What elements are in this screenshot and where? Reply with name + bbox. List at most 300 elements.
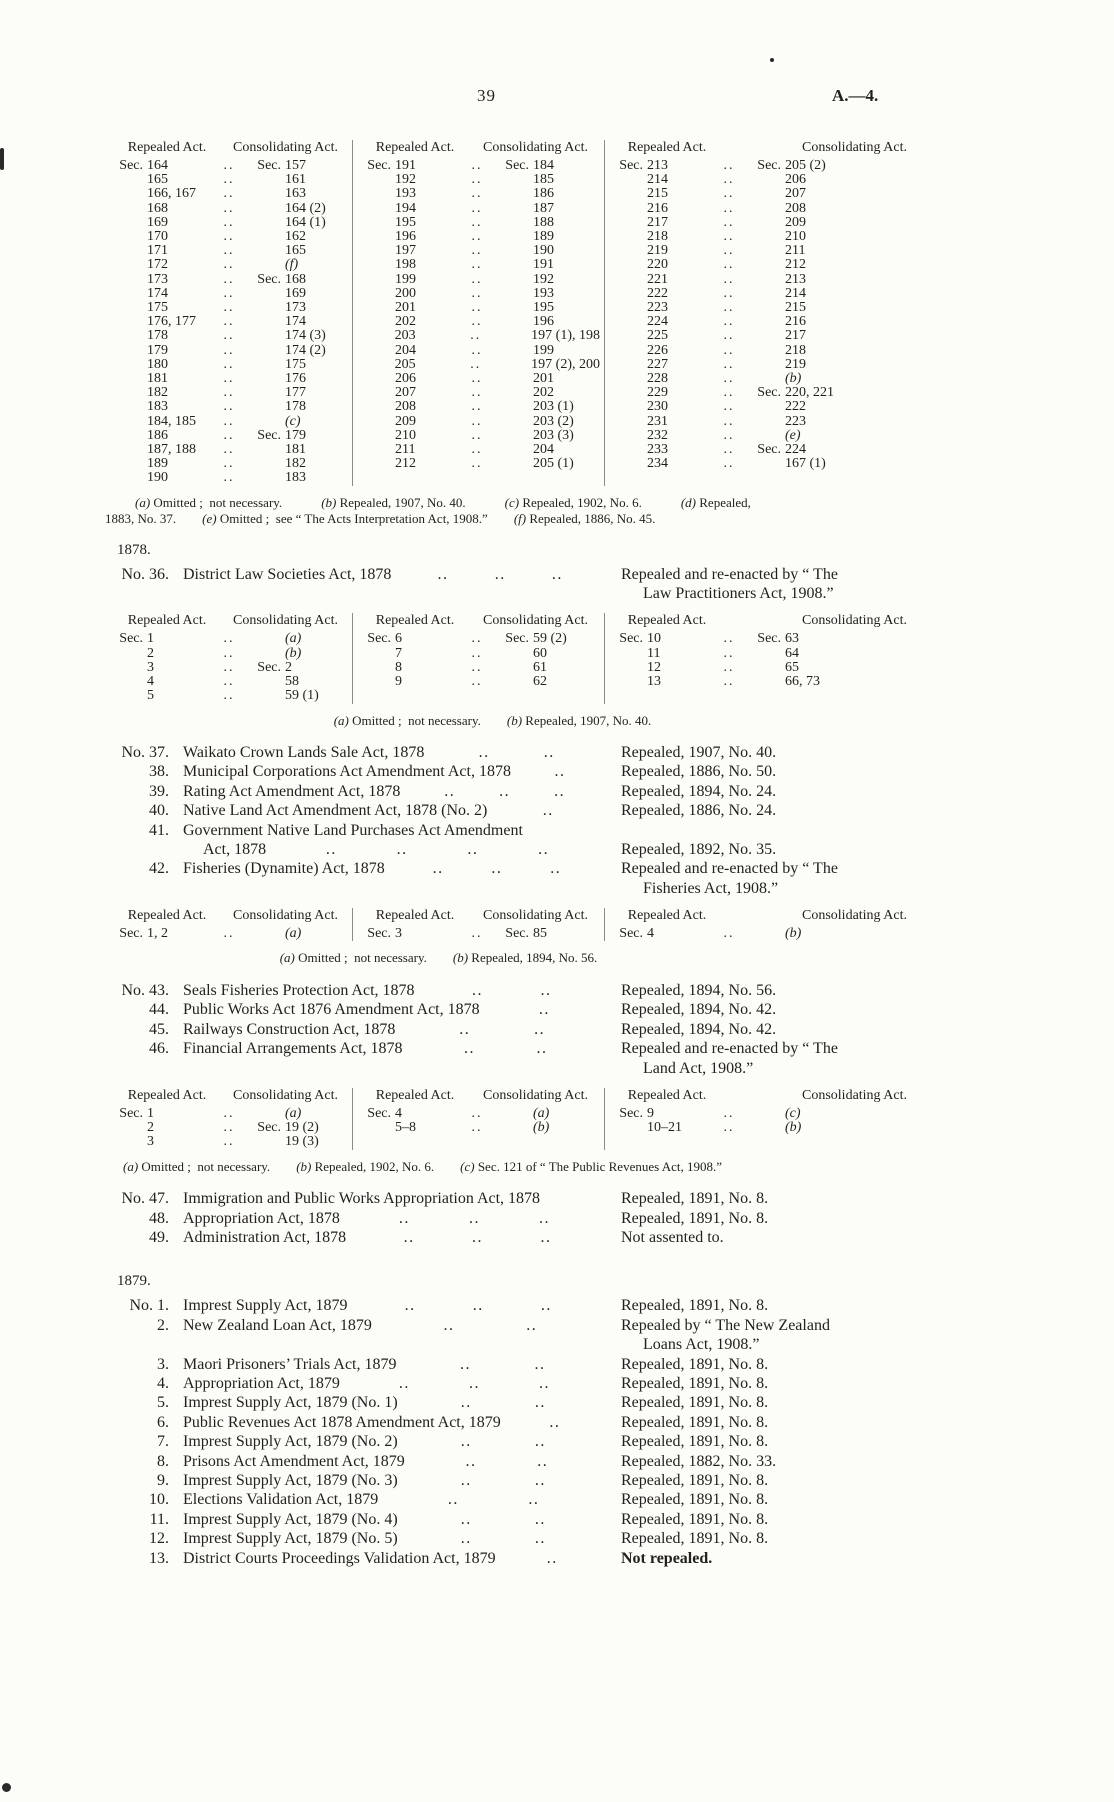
leader-dots: .. [723,328,735,344]
section-mapping-row [111,202,348,216]
dot-pair: .. [538,1209,550,1227]
consolidating-section-prefix [495,244,533,258]
table-column-group [352,908,604,941]
entry-number: No. 47. [121,1190,169,1208]
act-entry-line [105,1296,990,1315]
dot-pair: .. [534,1394,546,1412]
table-header-row [611,1088,986,1104]
leader-dots: .. [723,356,735,372]
consolidating-section-value: 191 [533,257,554,273]
repealed-section-value: 176, 177 [147,314,196,330]
section-mapping-row [111,1135,348,1149]
consolidating-section-prefix: Sec. [505,631,529,647]
repealed-section-prefix [611,187,647,201]
entry-title-area [183,801,609,820]
leader-dots [400,782,609,801]
repealed-section-prefix [359,173,395,187]
dot-pair: .. [494,565,506,583]
repealed-section-value: 211 [395,442,416,458]
consolidating-section-value: 193 [533,285,554,301]
section-mapping-row [111,159,348,173]
leader-dots: .. [471,659,483,675]
repealed-section-prefix [111,1121,147,1135]
repealed-section-prefix [359,647,395,661]
act-title: Imprest Supply Act, 1879 (No. 5) [183,1530,398,1548]
repealed-section-prefix: Sec. [619,926,643,942]
section-mapping-row [359,400,600,414]
dot-pair: .. [546,1549,558,1567]
section-mapping-row [111,358,348,372]
consolidating-section-value: 168 [285,271,306,287]
entry-status: Not assented to. [621,1228,724,1246]
entry-title-area [183,859,609,878]
consolidating-section-prefix [247,216,285,230]
entry-status: Repealed, 1891, No. 8. [621,1297,769,1315]
entry-number: 39. [149,782,169,800]
section-mapping-row [611,301,986,315]
repealed-section-prefix [611,358,647,372]
dot-pair: .. [459,1020,471,1038]
dot-pair: .. [404,1297,416,1315]
section-mapping-table-3 [105,908,990,967]
act-entry-line [105,879,990,898]
repealed-section-value: 12 [647,659,661,675]
entry-status: Not repealed. [621,1549,713,1567]
leader-dots: .. [471,926,483,942]
entry-number: 46. [149,1040,169,1058]
consolidating-section-value: 19 (2) [285,1120,319,1136]
consolidating-section-value: 173 [285,300,306,316]
act-title: Immigration and Public Works Appropriation Act, 1878 [183,1190,541,1208]
consolidating-section-value: 178 [285,399,306,415]
leader-dots: .. [471,158,483,173]
repealed-section-prefix: Sec. [119,158,143,173]
leader-dots: .. [471,186,483,202]
consolidating-section-prefix [747,287,785,301]
consolidating-section-prefix [747,301,785,315]
section-mapping-row [111,329,348,343]
consolidating-section-value: 64 [785,645,799,661]
section-mapping-row [359,258,600,272]
section-mapping-row [611,159,986,173]
consolidating-section-value: 185 [533,172,554,188]
consolidating-section-value: (c) [785,1105,801,1121]
act-title: Rating Act Amendment Act, 1878 [183,782,401,800]
consolidating-section-prefix [495,647,533,661]
consolidating-section-value: 223 [785,413,806,429]
consolidating-section-prefix [247,287,285,301]
entry-status: Repealed, 1894, No. 56. [621,981,777,999]
repealed-section-prefix [359,443,395,457]
repealed-section-prefix [111,415,147,429]
repealed-section-value: 213 [647,158,668,173]
entry-status: Repealed and re-enacted by “ The [621,1040,838,1058]
section-mapping-row [611,287,986,301]
entry-title-area [183,1228,609,1247]
repealed-section-prefix [611,315,647,329]
entry-number: 3. [157,1355,169,1373]
consolidating-section-value: 189 [533,229,554,245]
table-footnotes [105,713,990,730]
section-mapping-row [611,429,986,443]
section-mapping-row [111,689,348,703]
repealed-section-prefix [111,661,147,675]
repealed-section-prefix [359,400,395,414]
section-mapping-row [359,301,600,315]
act-entry-line [105,1529,990,1548]
leader-dots: .. [471,200,483,216]
leader-dots: .. [223,328,235,344]
repealed-section-prefix [111,216,147,230]
entry-title-area [183,1432,609,1451]
consolidating-section-value: 214 [785,285,806,301]
entry-title-area [183,1529,609,1548]
entry-number: 2. [157,1316,169,1334]
repealed-section-prefix [611,344,647,358]
entry-number: 8. [157,1452,169,1470]
repealed-section-prefix [111,386,147,400]
section-mapping-row [111,471,348,485]
consolidating-act-header: Consolidating Act. [802,908,907,924]
repealed-section-prefix [611,429,647,443]
act-entry-line [105,584,990,603]
repealed-section-value: 184, 185 [147,413,196,429]
section-mapping-row [111,344,348,358]
entry-status [621,821,990,840]
repealed-section-value: 5–8 [395,1120,416,1136]
act-entry-line [105,1490,990,1509]
repealed-section-prefix [359,358,395,372]
consolidating-section-prefix [247,187,285,201]
consolidating-section-prefix [247,244,285,258]
repealed-section-value: 172 [147,257,168,273]
leader-dots [398,1510,609,1529]
consolidating-act-header: Consolidating Act. [802,1087,907,1103]
consolidating-section-prefix [495,675,533,689]
table-column-group [352,1088,604,1150]
section-mapping-row [111,244,348,258]
leader-dots [395,1020,609,1039]
consolidating-section-value: 182 [285,456,306,472]
entry-number: 10. [149,1491,169,1509]
repealed-section-value: 216 [647,200,668,216]
section-mapping-row [111,301,348,315]
leader-dots: .. [471,229,483,245]
repealed-section-prefix [359,258,395,272]
table-footnotes [105,1159,990,1176]
act-entry-line [105,1228,990,1247]
section-mapping-row [611,1107,986,1121]
entry-title-area [183,1355,609,1374]
repealed-section-value: 223 [647,300,668,316]
act-title: Imprest Supply Act, 1879 (No. 1) [183,1394,398,1412]
section-mapping-row [611,675,986,689]
repealed-section-prefix: Sec. [619,158,643,173]
repealed-section-prefix [611,386,647,400]
repealed-section-value: 4 [647,926,654,942]
section-mapping-row [611,443,986,457]
dot-pair: .. [542,802,554,820]
dot-pair: .. [537,1452,549,1470]
consolidating-section-prefix [247,230,285,244]
repealed-section-value: 13 [647,674,661,690]
entry-title-area [183,565,609,584]
repealed-section-value: 168 [147,200,168,216]
repealed-section-value: 229 [647,385,668,401]
consolidating-section-prefix: Sec. [505,926,529,942]
act-entry-line [105,1452,990,1471]
dot-pair: .. [540,981,552,999]
repealed-section-value: 180 [147,356,168,372]
table-header-row [111,140,348,156]
entry-number [105,879,169,898]
consolidating-section-prefix [747,273,785,287]
entry-number: 49. [149,1228,169,1246]
leader-dots: .. [223,688,235,704]
consolidating-section-value: (a) [285,1105,302,1121]
leader-dots [346,1228,609,1247]
year-heading-1878: 1878. [117,541,151,558]
repealed-section-value: 193 [395,186,416,202]
consolidating-section-prefix [495,661,533,675]
consolidating-section-prefix [747,661,785,675]
dot-pair: .. [467,841,479,859]
table-column-group [105,1088,352,1150]
section-mapping-row [611,647,986,661]
leader-dots: .. [723,645,735,661]
consolidating-section-value: 212 [785,257,806,273]
consolidating-section-value: 204 [533,442,554,458]
consolidating-section-prefix [247,202,285,216]
consolidating-section-value: (b) [533,1120,550,1136]
leader-dots: .. [223,371,235,387]
repealed-section-prefix [111,258,147,272]
section-mapping-row [611,415,986,429]
repealed-section-prefix [359,415,395,429]
leader-dots: .. [723,674,735,690]
act-entries-1879 [105,1296,990,1568]
consolidating-section-value: (a) [285,926,302,942]
repealed-section-prefix [111,471,147,485]
section-mapping-row [111,429,348,443]
dot-pair: .. [460,1510,472,1528]
leader-dots: .. [723,926,735,942]
section-mapping-row [111,273,348,287]
consolidating-section-value: 59 (2) [533,631,567,647]
consolidating-section-prefix [247,386,285,400]
repealed-section-prefix [111,372,147,386]
leader-dots: .. [723,371,735,387]
repealed-section-value: 1 [147,1105,154,1121]
section-mapping-row [111,632,348,646]
section-mapping-row [359,202,600,216]
entry-title-area [183,1490,609,1509]
section-mapping-row [111,675,348,689]
consolidating-section-value: 63 [785,631,799,647]
act-entries-no47-49 [105,1189,990,1247]
table-header-row [611,908,986,924]
repealed-section-value: 227 [647,356,668,372]
act-title: Maori Prisoners’ Trials Act, 1879 [183,1355,397,1373]
table-header-row [359,140,600,156]
entry-status: Repealed, 1892, No. 35. [621,841,777,859]
act-entry-line [105,565,990,584]
repealed-section-value: 202 [395,314,416,330]
entry-number: 41. [149,821,169,839]
repealed-section-value: 11 [647,645,661,661]
leader-dots [378,1490,609,1509]
consolidating-section-prefix [247,258,285,272]
repealed-section-value: 170 [147,229,168,245]
consolidating-section-value: 196 [533,314,554,330]
section-mapping-row [359,329,600,343]
leader-dots: .. [723,659,735,675]
repealed-section-prefix [111,344,147,358]
leader-dots [487,801,609,820]
leader-dots: .. [471,631,483,647]
dot-pair: .. [543,744,555,761]
act-title: Waikato Crown Lands Sale Act, 1878 [183,744,425,761]
section-mapping-row [359,457,600,471]
consolidating-section-value: 209 [785,214,806,230]
leader-dots: .. [223,442,235,458]
leader-dots: .. [223,186,235,202]
section-mapping-row [611,258,986,272]
consolidating-section-prefix [747,1107,785,1121]
section-mapping-row [359,187,600,201]
repealed-section-value: 187, 188 [147,442,196,458]
repealed-act-header: Repealed Act. [627,1087,707,1103]
leader-dots [396,1355,609,1374]
consolidating-section-value: 59 (1) [285,688,319,704]
table-column-group [105,908,352,941]
consolidating-section-prefix [495,258,533,272]
consolidating-section-prefix [747,173,785,187]
consolidating-section-value: 213 [785,271,806,287]
leader-dots: .. [223,243,235,259]
repealed-section-value: 215 [647,186,668,202]
dot-pair: .. [536,1040,548,1058]
repealed-section-prefix [359,230,395,244]
consolidating-section-value: 167 (1) [785,456,826,472]
leader-dots: .. [223,926,235,942]
dot-pair: .. [534,1433,546,1451]
dot-pair: .. [491,860,503,878]
consolidating-section-value: 162 [285,229,306,245]
repealed-section-value: 1, 2 [147,926,168,942]
repealed-section-prefix [111,358,147,372]
table-column-group [105,140,352,486]
consolidating-section-value: 201 [533,371,554,387]
consolidating-section-prefix: Sec. [757,442,781,458]
act-title: Administration Act, 1878 [183,1228,347,1246]
footnote-line: (a) Omitted ; not necessary. (b) Repealed, 1907, No. 40. [333,712,652,728]
repealed-section-value: 3 [395,926,402,942]
entry-number: No. 43. [121,981,169,999]
consolidating-section-value: 205 (2) [785,158,826,173]
act-title: Imprest Supply Act, 1879 (No. 2) [183,1433,398,1451]
entry-title-area [183,1452,609,1471]
consolidating-section-value: 165 [285,243,306,259]
repealed-section-prefix [111,329,147,343]
entry-number: 13. [149,1549,169,1567]
leader-dots [424,743,609,762]
entry-title-area [183,782,609,801]
repealed-act-header: Repealed Act. [127,908,207,924]
section-mapping-row [611,344,986,358]
section-mapping-row [611,230,986,244]
consolidating-section-value: 164 (2) [285,200,326,216]
act-entry-line [105,1393,990,1412]
consolidating-section-prefix [247,443,285,457]
dot-pair: .. [540,1297,552,1315]
table-column-group [352,140,604,486]
repealed-section-prefix [611,173,647,187]
repealed-section-value: 10 [647,631,661,647]
entry-status: Repealed, 1894, No. 24. [621,782,777,800]
repealed-act-header: Repealed Act. [127,1087,207,1103]
act-entry-line [105,1316,990,1335]
dot-pair: .. [444,782,456,800]
dot-pair: .. [554,782,566,800]
leader-dots: .. [471,214,483,230]
section-mapping-row [359,661,600,675]
table-header-row [111,1088,348,1104]
consolidating-act-header: Consolidating Act. [483,908,588,924]
repealed-section-prefix: Sec. [367,631,391,647]
consolidating-section-prefix [747,675,785,689]
repealed-section-prefix [111,173,147,187]
repealed-section-value: 217 [647,214,668,230]
act-entry-line [105,1039,990,1058]
consolidating-section-value: 183 [285,470,306,486]
table-column-group [604,140,990,486]
leader-dots: .. [223,659,235,675]
entry-title-area [183,840,609,859]
consolidating-section-prefix [747,400,785,414]
entry-status: Repealed, 1891, No. 8. [621,1413,769,1431]
leader-dots [391,565,609,584]
scan-artifact [0,148,4,170]
repealed-section-value: 2 [147,645,154,661]
dot-pair: .. [432,860,444,878]
dot-pair: .. [396,841,408,859]
leader-dots: .. [223,470,235,486]
act-title: Railways Construction Act, 1878 [183,1020,396,1038]
leader-dots [385,859,609,878]
table-header-row [611,613,986,629]
repealed-section-value: 9 [395,674,402,690]
dot-pair: .. [478,744,490,761]
consolidating-section-value: 197 (2), 200 [531,356,600,372]
repealed-section-prefix [111,1135,147,1149]
dot-pair: .. [538,1374,550,1392]
repealed-section-value: 195 [395,214,416,230]
consolidating-section-value: 217 [785,328,806,344]
act-entry-line [105,1355,990,1374]
entry-number: 7. [157,1433,169,1451]
section-mapping-row [359,315,600,329]
act-title: Act, 1878 [203,841,267,859]
leader-dots: .. [471,645,483,661]
repealed-section-value: 218 [647,229,668,245]
consolidating-section-prefix: Sec. [257,1120,281,1136]
dot-pair: .. [325,841,337,859]
repealed-act-header: Repealed Act. [627,613,707,629]
repealed-section-value: 165 [147,172,168,188]
leader-dots: .. [471,399,483,415]
act-title: Prisons Act Amendment Act, 1879 [183,1452,405,1470]
